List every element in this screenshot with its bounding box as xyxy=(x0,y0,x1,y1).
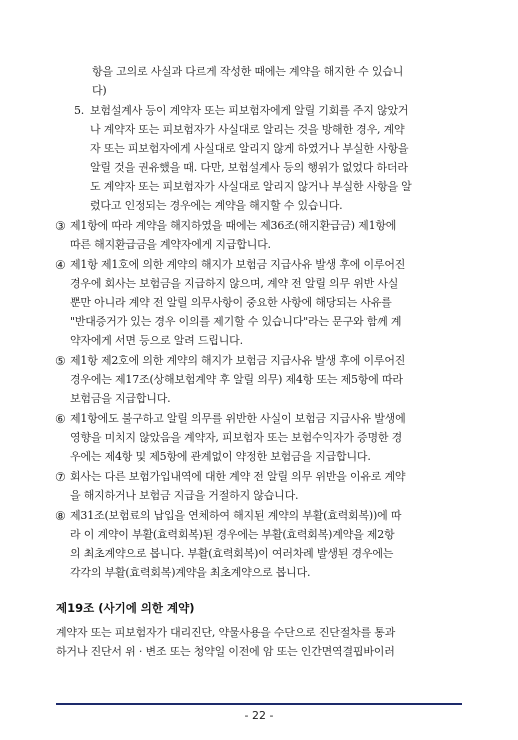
text-line: 경우에는 제17조(상해보험계약 후 알릴 의무) 제4항 또는 제5항에 따라 xyxy=(70,373,403,386)
footer-divider xyxy=(56,703,462,705)
text-line: 나 계약자 또는 피보험자가 사실대로 알리는 것을 방해한 경우, 계약 xyxy=(90,123,405,136)
text-line: 뿐만 아니라 계약 전 알릴 의무사항이 중요한 사항에 해당되는 사유를 xyxy=(70,296,392,309)
clause-marker: ⑧ xyxy=(55,509,66,523)
text-line: 다) xyxy=(92,84,107,97)
text-line: 따른 해지환급금을 계약자에게 지급합니다. xyxy=(70,238,271,251)
text-line: 제31조(보험료의 납입을 연체하여 해지된 계약의 부활(효력회복))에 따 xyxy=(70,509,402,522)
section-heading: 제19조 (사기에 의한 계약) xyxy=(56,601,195,615)
text-line: 제1항 제2호에 의한 계약의 해지가 보험금 지급사유 발생 후에 이루어진 xyxy=(70,354,406,367)
text-line: 도 계약자 또는 피보험자가 사실대로 알리지 않거나 부실한 사항을 알 xyxy=(90,180,412,193)
text-line: 계약자 또는 피보험자가 대리진단, 약물사용을 수단으로 진단절차를 통과 xyxy=(56,626,396,639)
text-line: 약자에게 서면 등으로 알려 드립니다. xyxy=(70,334,243,347)
item-marker: 5. xyxy=(74,104,85,117)
text-line: 제1항에 따라 계약을 해지하였을 때에는 제36조(해지환급금) 제1항에 xyxy=(70,219,397,232)
text-line: 하거나 진단서 위 · 변조 또는 청약일 이전에 암 또는 인간면역결핍바이러 xyxy=(56,645,395,658)
text-line: 우에는 제4항 및 제5항에 관계없이 약정한 보험금을 지급합니다. xyxy=(70,450,371,463)
text-line: 영향을 미치지 않았음을 계약자, 피보험자 또는 보험수익자가 증명한 경 xyxy=(70,431,403,444)
text-line: 제1항에도 불구하고 알릴 의무를 위반한 사실이 보험금 지급사유 발생에 xyxy=(70,412,406,425)
text-line: 라 이 계약이 부활(효력회복)된 경우에는 부활(효력회복)계약을 제2항 xyxy=(70,528,395,541)
clause-marker: ⑤ xyxy=(55,354,66,368)
text-line: 을 해지하거나 보험금 지급을 거절하지 않습니다. xyxy=(70,489,299,502)
clause-marker: ⑦ xyxy=(55,470,66,484)
clause-marker: ⑥ xyxy=(55,412,66,426)
clause-marker: ③ xyxy=(55,219,66,233)
text-line: 제1항 제1호에 의한 계약의 해지가 보험금 지급사유 발생 후에 이루어진 xyxy=(70,258,406,271)
page-number: - 22 - xyxy=(244,709,274,722)
text-line: 항을 고의로 사실과 다르게 작성한 때에는 계약을 해지한 수 있습니 xyxy=(92,65,404,78)
text-line: 알릴 것을 권유했을 때. 다만, 보험설계사 등의 행위가 없었다 하더라 xyxy=(90,161,408,174)
text-line: "반대증거가 있는 경우 이의를 제기할 수 있습니다"라는 문구와 함께 계 xyxy=(70,315,402,328)
text-line: 자 또는 피보험자에게 사실대로 알리지 않게 하였거나 부실한 사항을 xyxy=(90,142,409,155)
text-line: 경우에 회사는 보험금을 지급하지 않으며, 계약 전 알릴 의무 위반 사실 xyxy=(70,277,399,290)
clause-marker: ④ xyxy=(55,258,66,272)
text-line: 보험금을 지급합니다. xyxy=(70,392,171,405)
text-line: 각각의 부활(효력회복)계약을 최초계약으로 봅니다. xyxy=(70,566,311,579)
text-line: 의 최초계약으로 봅니다. 부활(효력회복)이 여러차례 발생된 경우에는 xyxy=(70,547,394,560)
text-line: 회사는 다른 보험가입내역에 대한 계약 전 알릴 의무 위반을 이유로 계약 xyxy=(70,470,406,483)
text-line: 렸다고 인정되는 경우에는 계약을 해지할 수 있습니다. xyxy=(90,199,343,212)
text-line: 보험설계사 등이 계약자 또는 피보험자에게 알릴 기회를 주지 않았거 xyxy=(90,104,409,117)
